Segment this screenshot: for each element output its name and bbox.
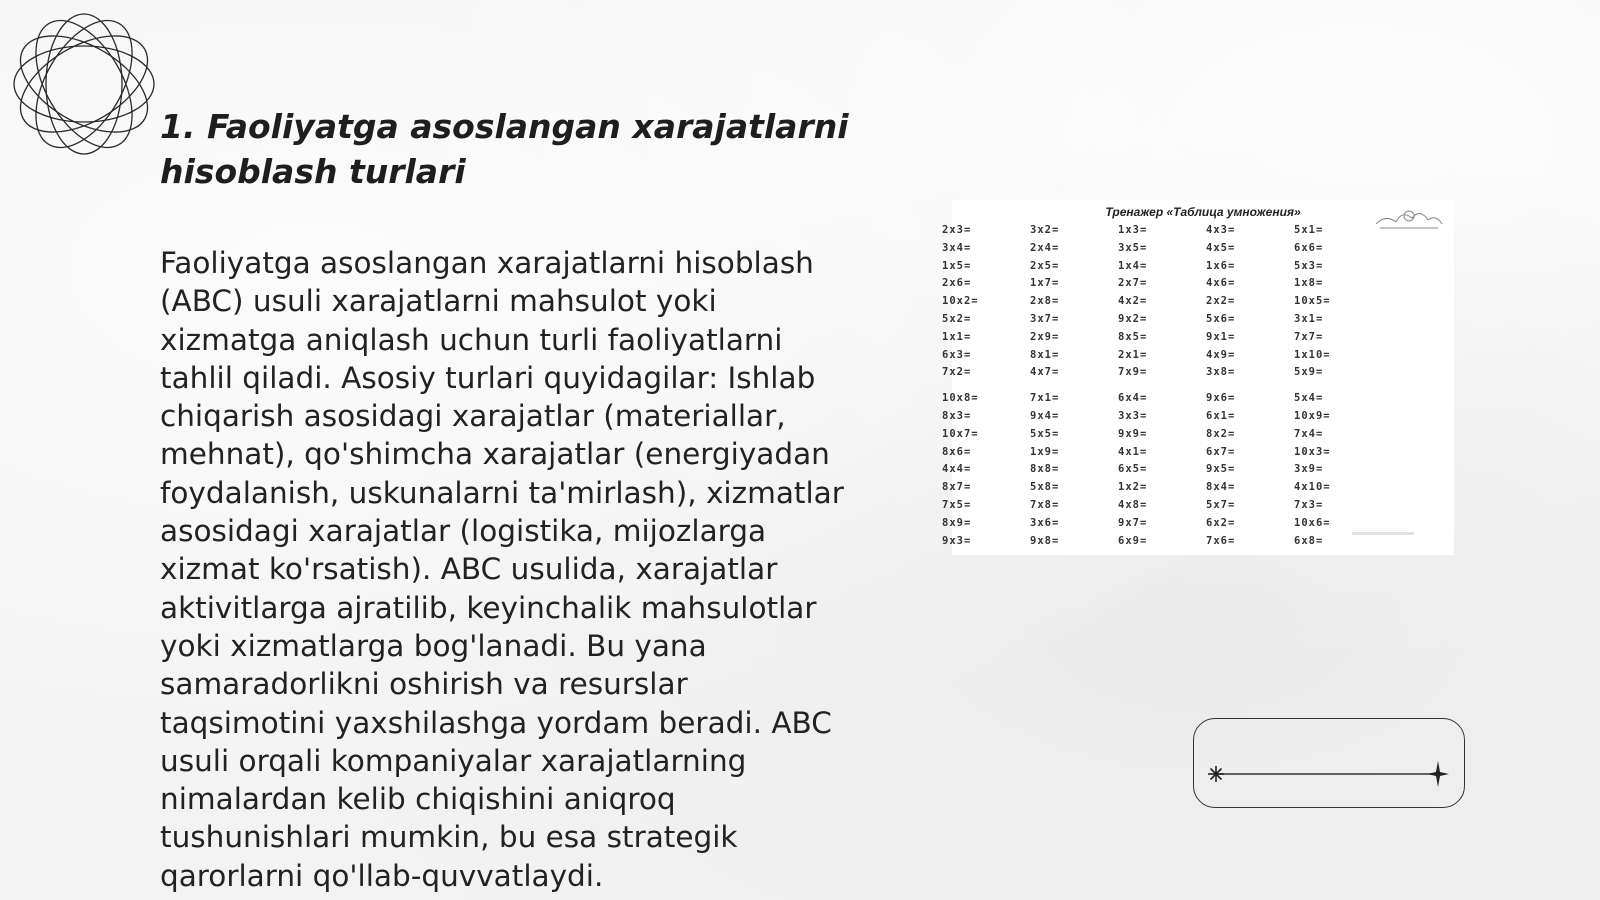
worksheet-cell: 3x4= <box>942 241 972 254</box>
worksheet-column <box>1294 222 1382 550</box>
worksheet-cell: 6x8= <box>1294 534 1324 547</box>
worksheet-cell: 9x6= <box>1206 392 1236 405</box>
worksheet-cell: 9x4= <box>1030 409 1060 422</box>
worksheet-cell: 2x1= <box>1118 348 1148 361</box>
worksheet-cell: 9x2= <box>1118 312 1148 325</box>
worksheet-cell: 1x6= <box>1206 259 1236 272</box>
star-icon <box>1427 761 1449 787</box>
worksheet-cell: 1x2= <box>1118 481 1148 494</box>
worksheet-cell: 9x3= <box>942 534 972 547</box>
worksheet-cell: 2x8= <box>1030 295 1060 308</box>
decorative-slider-frame <box>1193 718 1465 808</box>
worksheet-cell: 1x4= <box>1118 259 1148 272</box>
worksheet-cell: 8x9= <box>942 516 972 529</box>
worksheet-cell: 6x2= <box>1206 516 1236 529</box>
worksheet-cell: 4x9= <box>1206 348 1236 361</box>
worksheet-cell: 6x9= <box>1118 534 1148 547</box>
worksheet-cell: 6x3= <box>942 348 972 361</box>
worksheet-cell: 6x4= <box>1118 392 1148 405</box>
worksheet-cell: 3x2= <box>1030 224 1060 236</box>
worksheet-cell: 2x3= <box>942 224 972 236</box>
worksheet-cell: 4x5= <box>1206 241 1236 254</box>
worksheet-column <box>1118 222 1206 550</box>
worksheet-cell: 8x4= <box>1206 481 1236 494</box>
worksheet-cell: 4x2= <box>1118 295 1148 308</box>
worksheet-cell: 1x5= <box>942 259 972 272</box>
worksheet-cell: 8x1= <box>1030 348 1060 361</box>
worksheet-cell: 5x6= <box>1206 312 1236 325</box>
worksheet-cell: 2x9= <box>1030 330 1060 343</box>
worksheet-cell: 7x5= <box>942 498 972 511</box>
worksheet-cell: 7x9= <box>1118 366 1148 379</box>
worksheet-cell: 5x4= <box>1294 392 1324 405</box>
worksheet-logo-icon <box>1372 206 1446 234</box>
worksheet-column <box>1206 222 1294 550</box>
worksheet-cell: 5x7= <box>1206 498 1236 511</box>
worksheet-cell: 1x8= <box>1294 277 1324 290</box>
worksheet-cell: 5x8= <box>1030 481 1060 494</box>
worksheet-cell: 10x7= <box>942 427 979 440</box>
worksheet-cell: 3x1= <box>1294 312 1324 325</box>
worksheet-cell: 2x7= <box>1118 277 1148 290</box>
worksheet-cell: 9x8= <box>1030 534 1060 547</box>
worksheet-cell: 3x5= <box>1118 241 1148 254</box>
worksheet-cell: 7x6= <box>1206 534 1236 547</box>
worksheet-cell: 8x3= <box>942 409 972 422</box>
worksheet-cell: 4x10= <box>1294 481 1331 494</box>
worksheet-cell: 4x7= <box>1030 366 1060 379</box>
worksheet-cell: 8x7= <box>942 481 972 494</box>
slide-title: 1. Faoliyatga asoslangan xarajatlarni hisoblash turlari <box>160 107 849 191</box>
worksheet-cell: 4x3= <box>1206 224 1236 236</box>
multiplication-worksheet-image <box>942 200 1454 555</box>
worksheet-cell: 6x7= <box>1206 445 1236 458</box>
worksheet-cell: 3x6= <box>1030 516 1060 529</box>
worksheet-cell: 3x9= <box>1294 463 1324 476</box>
worksheet-cell: 7x8= <box>1030 498 1060 511</box>
worksheet-column <box>942 222 1030 550</box>
worksheet-cell: 1x9= <box>1030 445 1060 458</box>
worksheet-cell: 1x7= <box>1030 277 1060 290</box>
worksheet-cell: 4x6= <box>1206 277 1236 290</box>
worksheet-cell: 6x1= <box>1206 409 1236 422</box>
worksheet-cell: 10x6= <box>1294 516 1331 529</box>
worksheet-cell: 10x2= <box>942 295 979 308</box>
worksheet-cell: 3x3= <box>1118 409 1148 422</box>
circular-ornament-icon <box>10 10 158 158</box>
worksheet-cell: 2x2= <box>1206 295 1236 308</box>
worksheet-column <box>1030 222 1118 550</box>
worksheet-cell: 8x5= <box>1118 330 1148 343</box>
worksheet-cell: 6x6= <box>1294 241 1324 254</box>
worksheet-cell: 10x5= <box>1294 295 1331 308</box>
worksheet-cell: 5x9= <box>1294 366 1324 379</box>
worksheet-cell: 4x8= <box>1118 498 1148 511</box>
worksheet-cell: 9x5= <box>1206 463 1236 476</box>
worksheet-cell: 9x7= <box>1118 516 1148 529</box>
worksheet-cell: 3x8= <box>1206 366 1236 379</box>
worksheet-cell: 7x3= <box>1294 498 1324 511</box>
worksheet-cell: 5x2= <box>942 312 972 325</box>
worksheet-cell: 9x9= <box>1118 427 1148 440</box>
worksheet-cell: 2x5= <box>1030 259 1060 272</box>
worksheet-cell: 2x6= <box>942 277 972 290</box>
worksheet-cell: 10x9= <box>1294 409 1331 422</box>
worksheet-cell: 2x4= <box>1030 241 1060 254</box>
worksheet-cell: 4x4= <box>942 463 972 476</box>
worksheet-cell: 3x7= <box>1030 312 1060 325</box>
worksheet-cell: 1x1= <box>942 330 972 343</box>
worksheet-cell: 1x10= <box>1294 348 1331 361</box>
worksheet-cell: 7x7= <box>1294 330 1324 343</box>
worksheet-cell: 7x2= <box>942 366 972 379</box>
sparkle-icon <box>1208 766 1224 782</box>
worksheet-cell: 5x3= <box>1294 259 1324 272</box>
worksheet-title: Тренажер «Таблица умножения» <box>1105 205 1301 219</box>
slide-body-text: Faoliyatga asoslangan xarajatlarni hisoblash (ABC) usuli xarajatlarni mahsulot yoki xizmatga aniqlash uchun turli faoliyatlarni tahlil qiladi. Asosiy turlari quyidagilar: Ishlab chiqarish asosidagi xarajatlar (materiallar, mehnat), qo'shimcha xarajatlar (energiyadan foydalanish, uskunalarni ta'mirlash), xizmatlar asosidagi xarajatlar (logistika, mijozlarga xizmat ko'rsatish). ABC usulida, xarajatlar aktivitlarga ajratilib, keyinchalik mahsulotlar yoki xizmatlarga bog'lanadi. Bu yana samaradorlikni oshirish va resurslar taqsimotini yaxshilashga yordam beradi. ABC usuli orqali kompaniyalar xarajatlarning nimalardan kelib chiqishini aniqroq tushunishlari mumkin, bu esa strategik qarorlarni qo'llab-quvvatlaydi. <box>160 246 844 893</box>
worksheet-footer-mark <box>1352 532 1414 535</box>
worksheet-cell: 8x8= <box>1030 463 1060 476</box>
worksheet-cell: 6x5= <box>1118 463 1148 476</box>
worksheet-cell: 10x3= <box>1294 445 1331 458</box>
worksheet-cell: 8x6= <box>942 445 972 458</box>
worksheet-cell: 5x1= <box>1294 224 1324 236</box>
worksheet-cell: 9x1= <box>1206 330 1236 343</box>
worksheet-cell: 7x1= <box>1030 392 1060 405</box>
worksheet-cell: 1x3= <box>1118 224 1148 236</box>
worksheet-cell: 7x4= <box>1294 427 1324 440</box>
worksheet-cell: 4x1= <box>1118 445 1148 458</box>
worksheet-cell: 8x2= <box>1206 427 1236 440</box>
worksheet-cell: 10x8= <box>942 392 979 405</box>
worksheet-cell: 5x5= <box>1030 427 1060 440</box>
